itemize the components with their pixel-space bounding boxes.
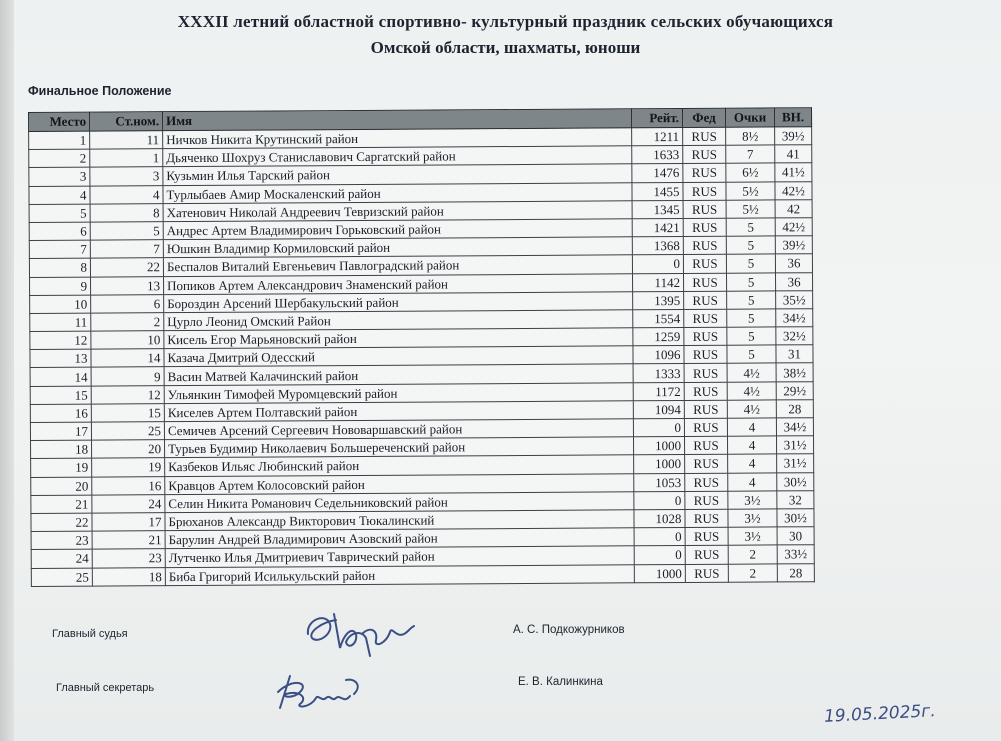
cell-points: 4½ xyxy=(727,363,776,381)
cell-start-no: 17 xyxy=(92,513,165,532)
cell-place: 20 xyxy=(31,477,92,496)
cell-points: 4 xyxy=(728,472,777,490)
cell-place: 8 xyxy=(29,258,90,277)
cell-fed: RUS xyxy=(683,273,726,291)
cell-name: Дьяченко Шохруз Станиславович Саргатский район xyxy=(163,146,632,167)
standings-table xyxy=(28,107,815,586)
cell-place: 17 xyxy=(30,422,91,441)
cell-place: 19 xyxy=(31,458,92,477)
cell-rating: 1455 xyxy=(632,182,683,200)
cell-points: 5 xyxy=(727,291,776,309)
cell-start-no: 18 xyxy=(92,567,165,586)
cell-points: 5 xyxy=(727,309,776,327)
cell-name: Казбеков Ильяс Любинский район xyxy=(165,455,634,476)
cell-name: Барулин Андрей Владимирович Азовский район xyxy=(165,528,634,549)
cell-rating: 1172 xyxy=(633,382,684,400)
col-header-tiebreak: ВН. xyxy=(774,108,811,127)
cell-name: Беспалов Виталий Евгеньевич Павлоградский район xyxy=(163,255,632,276)
cell-tiebreak: 30½ xyxy=(777,509,814,527)
cell-place: 24 xyxy=(31,549,92,568)
cell-fed: RUS xyxy=(685,473,728,491)
cell-tiebreak: 32½ xyxy=(776,327,813,345)
cell-name: Лутченко Илья Дмитриевич Таврический район xyxy=(165,546,634,567)
cell-tiebreak: 32 xyxy=(777,490,814,508)
cell-place: 12 xyxy=(30,331,91,350)
cell-place: 15 xyxy=(30,386,91,405)
cell-rating: 1368 xyxy=(632,237,683,255)
cell-place: 11 xyxy=(30,313,91,332)
cell-start-no: 21 xyxy=(92,531,165,550)
cell-name: Семичев Арсений Сергеевич Нововаршавский район xyxy=(164,419,633,440)
cell-points: 5 xyxy=(726,272,775,290)
cell-place: 13 xyxy=(30,349,91,368)
cell-points: 5½ xyxy=(726,182,775,200)
handwritten-date: 19.05.2025г. xyxy=(823,701,937,727)
col-header-points: Очки xyxy=(725,108,774,127)
cell-fed: RUS xyxy=(684,291,727,309)
cell-fed: RUS xyxy=(684,436,727,454)
cell-name: Юшкин Владимир Кормиловский район xyxy=(163,237,632,258)
cell-fed: RUS xyxy=(684,382,727,400)
cell-rating: 1000 xyxy=(634,564,685,582)
cell-rating: 1476 xyxy=(632,164,683,182)
cell-name: Ничков Никита Крутинский район xyxy=(163,128,632,149)
cell-tiebreak: 41½ xyxy=(775,163,812,181)
cell-fed: RUS xyxy=(683,182,726,200)
cell-fed: RUS xyxy=(683,255,726,273)
cell-name: Андрес Артем Владимирович Горьковский район xyxy=(163,219,632,240)
cell-tiebreak: 39½ xyxy=(775,127,812,145)
cell-place: 1 xyxy=(29,131,90,150)
chief-secretary-name: Е. В. Калинкина xyxy=(518,676,603,688)
cell-rating: 1142 xyxy=(632,273,683,291)
cell-points: 5 xyxy=(727,327,776,345)
cell-start-no: 8 xyxy=(90,203,163,222)
paper-edge xyxy=(0,0,14,741)
cell-rating: 1259 xyxy=(633,328,684,346)
cell-start-no: 19 xyxy=(92,458,165,477)
cell-start-no: 6 xyxy=(91,294,164,313)
cell-fed: RUS xyxy=(684,327,727,345)
cell-place: 2 xyxy=(29,149,90,168)
cell-name: Васин Матвей Калачинский район xyxy=(164,364,633,385)
cell-rating: 1633 xyxy=(632,146,683,164)
cell-rating: 1211 xyxy=(632,128,683,146)
cell-tiebreak: 42½ xyxy=(775,181,812,199)
cell-start-no: 13 xyxy=(91,276,164,295)
cell-points: 2 xyxy=(728,545,777,563)
cell-points: 4 xyxy=(728,454,777,472)
document-title-line-2: Омской области, шахматы, юноши xyxy=(370,38,641,57)
cell-rating: 0 xyxy=(634,528,685,546)
cell-tiebreak: 30 xyxy=(777,527,814,545)
cell-start-no: 5 xyxy=(90,222,163,241)
chief-judge-name: А. С. Подкожурников xyxy=(513,624,625,636)
cell-start-no: 10 xyxy=(91,331,164,350)
cell-place: 9 xyxy=(30,277,91,296)
cell-name: Бороздин Арсений Шербакульский район xyxy=(164,291,633,312)
cell-rating: 0 xyxy=(634,546,685,564)
cell-points: 6½ xyxy=(726,163,775,181)
cell-name: Ульянкин Тимофей Муромцевский район xyxy=(164,382,633,403)
col-header-fed: Фед xyxy=(682,108,725,127)
cell-name: Кравцов Артем Колосовский район xyxy=(165,473,634,494)
cell-tiebreak: 31½ xyxy=(776,436,813,454)
cell-name: Хатенович Николай Андреевич Тевризский район xyxy=(163,201,632,222)
cell-start-no: 15 xyxy=(91,403,164,422)
cell-start-no: 3 xyxy=(90,167,163,186)
cell-place: 4 xyxy=(29,186,90,205)
cell-points: 5 xyxy=(726,218,775,236)
cell-fed: RUS xyxy=(685,564,728,582)
cell-place: 7 xyxy=(29,240,90,259)
cell-points: 4 xyxy=(727,436,776,454)
cell-place: 21 xyxy=(31,495,92,514)
cell-points: 4½ xyxy=(727,382,776,400)
cell-start-no: 20 xyxy=(92,440,165,459)
cell-rating: 1096 xyxy=(633,346,684,364)
cell-rating: 1000 xyxy=(634,455,685,473)
cell-place: 3 xyxy=(29,167,90,186)
cell-place: 10 xyxy=(30,295,91,314)
cell-start-no: 1 xyxy=(90,149,163,168)
cell-tiebreak: 38½ xyxy=(776,363,813,381)
cell-tiebreak: 31½ xyxy=(777,454,814,472)
cell-place: 22 xyxy=(31,513,92,532)
cell-rating: 1028 xyxy=(634,509,685,527)
cell-points: 5½ xyxy=(726,200,775,218)
cell-points: 5 xyxy=(726,236,775,254)
cell-place: 6 xyxy=(29,222,90,241)
cell-fed: RUS xyxy=(683,236,726,254)
cell-fed: RUS xyxy=(684,309,727,327)
cell-rating: 0 xyxy=(633,418,684,436)
cell-name: Попиков Артем Александрович Знаменский район xyxy=(164,273,633,294)
cell-place: 23 xyxy=(31,531,92,550)
cell-name: Турлыбаев Амир Москаленский район xyxy=(163,182,632,203)
cell-place: 14 xyxy=(30,368,91,387)
cell-start-no: 23 xyxy=(92,549,165,568)
col-header-name: Имя xyxy=(163,109,632,131)
cell-start-no: 25 xyxy=(91,422,164,441)
cell-tiebreak: 41 xyxy=(775,145,812,163)
cell-tiebreak: 42 xyxy=(775,199,812,217)
cell-start-no: 16 xyxy=(92,476,165,495)
cell-name: Селин Никита Романович Седельниковский район xyxy=(165,492,634,513)
chief-judge-signature xyxy=(300,604,420,666)
cell-points: 7 xyxy=(726,145,775,163)
cell-fed: RUS xyxy=(683,145,726,163)
cell-place: 5 xyxy=(29,204,90,223)
cell-start-no: 2 xyxy=(91,313,164,332)
cell-name: Брюханов Александр Викторович Тюкалинский xyxy=(165,510,634,531)
section-subtitle: Финальное Положение xyxy=(28,84,172,98)
cell-fed: RUS xyxy=(685,546,728,564)
cell-tiebreak: 36 xyxy=(775,272,812,290)
cell-place: 16 xyxy=(30,404,91,423)
cell-name: Киселев Артем Полтавский район xyxy=(164,401,633,422)
cell-fed: RUS xyxy=(685,455,728,473)
cell-tiebreak: 35½ xyxy=(776,290,813,308)
cell-tiebreak: 34½ xyxy=(776,309,813,327)
cell-start-no: 22 xyxy=(90,258,163,277)
cell-tiebreak: 34½ xyxy=(776,418,813,436)
cell-fed: RUS xyxy=(685,491,728,509)
cell-tiebreak: 36 xyxy=(775,254,812,272)
cell-points: 3½ xyxy=(728,491,777,509)
cell-tiebreak: 28 xyxy=(777,563,814,581)
chief-secretary-label: Главный секретарь xyxy=(56,682,155,694)
cell-name: Казача Дмитрий Одесский xyxy=(164,346,633,367)
cell-rating: 1345 xyxy=(632,200,683,218)
col-header-start-no: Ст.ном. xyxy=(90,112,163,131)
cell-tiebreak: 42½ xyxy=(775,218,812,236)
chief-judge-label: Главный судья xyxy=(52,628,128,640)
table-body xyxy=(29,127,815,586)
cell-fed: RUS xyxy=(683,164,726,182)
cell-tiebreak: 28 xyxy=(776,400,813,418)
cell-start-no: 9 xyxy=(91,367,164,386)
cell-start-no: 14 xyxy=(91,349,164,368)
cell-tiebreak: 33½ xyxy=(777,545,814,563)
cell-rating: 1395 xyxy=(633,291,684,309)
cell-points: 5 xyxy=(726,254,775,272)
cell-rating: 1554 xyxy=(633,309,684,327)
cell-name: Кузьмин Илья Тарский район xyxy=(163,164,632,185)
cell-place: 18 xyxy=(31,440,92,459)
cell-rating: 0 xyxy=(632,255,683,273)
cell-fed: RUS xyxy=(685,509,728,527)
col-header-rating: Рейт. xyxy=(631,109,682,128)
cell-rating: 1421 xyxy=(632,218,683,236)
cell-fed: RUS xyxy=(683,200,726,218)
cell-fed: RUS xyxy=(684,364,727,382)
cell-place: 25 xyxy=(31,568,92,587)
cell-rating: 0 xyxy=(634,491,685,509)
cell-points: 4½ xyxy=(727,400,776,418)
cell-start-no: 12 xyxy=(91,385,164,404)
cell-points: 3½ xyxy=(728,527,777,545)
chief-secretary-signature xyxy=(270,668,370,718)
cell-fed: RUS xyxy=(684,418,727,436)
cell-start-no: 4 xyxy=(90,185,163,204)
cell-name: Биба Григорий Исилькульский район xyxy=(165,564,634,585)
cell-rating: 1000 xyxy=(633,437,684,455)
cell-fed: RUS xyxy=(683,127,726,145)
cell-points: 3½ xyxy=(728,509,777,527)
cell-name: Цурло Леонид Омский Район xyxy=(164,310,633,331)
cell-points: 5 xyxy=(727,345,776,363)
document-title-line-1: XXXII летний областной спортивно- культурный праздник сельских обучающихся xyxy=(177,12,834,31)
cell-tiebreak: 39½ xyxy=(775,236,812,254)
cell-tiebreak: 30½ xyxy=(777,472,814,490)
cell-name: Кисель Егор Марьяновский район xyxy=(164,328,633,349)
cell-points: 8½ xyxy=(726,127,775,145)
cell-tiebreak: 31 xyxy=(776,345,813,363)
cell-fed: RUS xyxy=(683,218,726,236)
cell-rating: 1053 xyxy=(634,473,685,491)
cell-start-no: 11 xyxy=(90,131,163,150)
cell-rating: 1094 xyxy=(633,400,684,418)
cell-fed: RUS xyxy=(684,400,727,418)
cell-start-no: 24 xyxy=(92,494,165,513)
cell-name: Турьев Будимир Николаевич Большереченский район xyxy=(165,437,634,458)
cell-points: 2 xyxy=(728,563,777,581)
cell-tiebreak: 29½ xyxy=(776,381,813,399)
cell-start-no: 7 xyxy=(90,240,163,259)
cell-rating: 1333 xyxy=(633,364,684,382)
cell-fed: RUS xyxy=(685,527,728,545)
col-header-place: Место xyxy=(29,112,90,131)
cell-points: 4 xyxy=(727,418,776,436)
cell-fed: RUS xyxy=(684,345,727,363)
